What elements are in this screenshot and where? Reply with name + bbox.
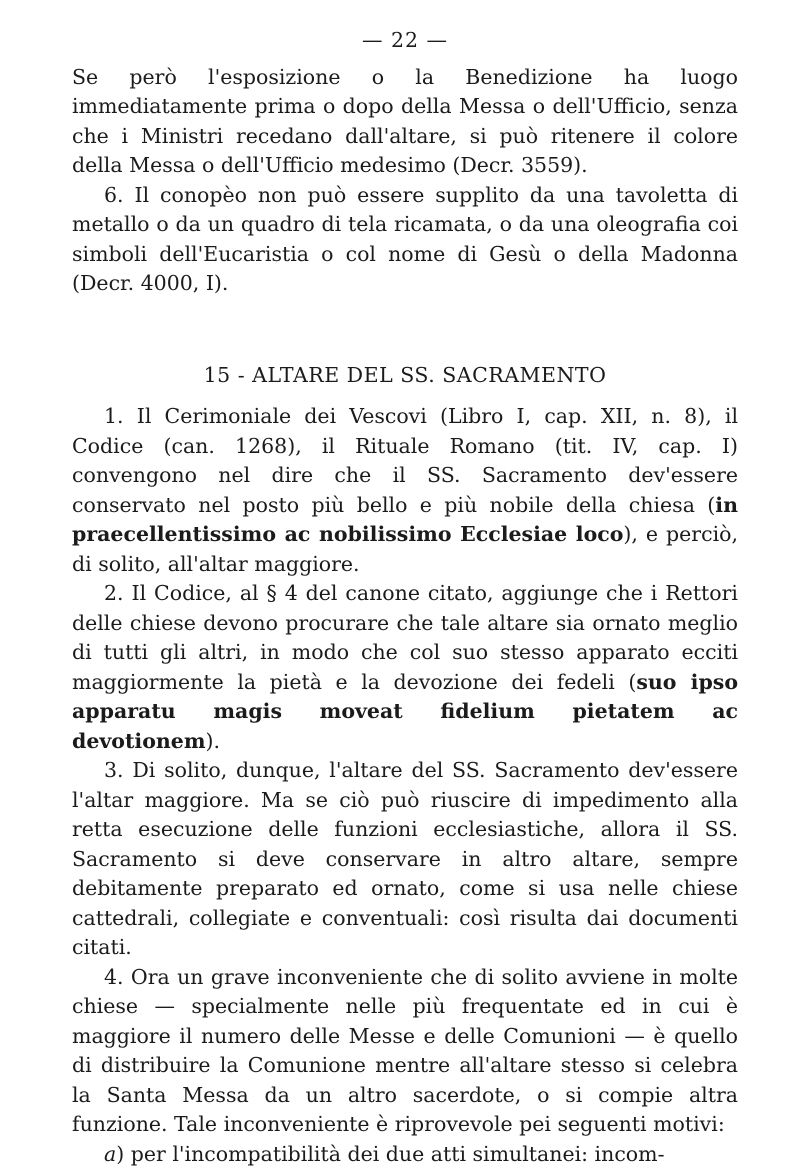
list-letter: a [104,1142,116,1166]
paragraph-1-text-a: 1. Il Cerimoniale dei Vescovi (Libro I, cap. XII, n. 8), il Codice (can. 1268), il Rituale Romano (tit. IV, cap. I) convengono nel dire che il SS. Sacramento dev'essere conservato nel posto più bello e più nobile della chiesa ( [72,404,738,517]
paragraph-2 [72,579,738,756]
paragraph-2-text-a: 2. Il Codice, al § 4 del canone citato, aggiunge che i Rettori delle chiese devono procurare che tale altare sia ornato meglio di tutti gli altri, in modo che col suo stesso apparato ecciti maggiormente la pietà e la devozione dei fedeli ( [72,581,738,694]
paragraph-1 [72,402,738,579]
paragraph-3: 3. Di solito, dunque, l'altare del SS. Sacramento dev'essere l'altar maggiore. Ma se ciò può riuscire di impedimento alla retta esecuzione delle funzioni ecclesiastiche, allora il SS. Sacramento si deve conservare in altro altare, sempre debitamente preparato ed ornato, come si usa nelle chiese cattedrali, collegiate e conventuali: così risulta dai documenti citati. [72,756,738,963]
page-number: — 22 — [72,26,738,56]
paragraph-6: 6. Il conopèo non può essere supplito da una tavoletta di metallo o da un quadro di tela ricamata, o da una oleografia coi simboli dell'Eucaristia o col nome di Gesù o della Madonna (Decr. 4000, I). [72,181,738,299]
paragraph-a-text: ) per l'incompatibilità dei due atti simultanei: incom- [116,1142,664,1166]
paragraph-4: 4. Ora un grave inconveniente che di solito avviene in molte chiese — specialmente nelle più frequentate ed in cui è maggiore il numero delle Messe e delle Comunioni — è quello di distribuire la Comunione mentre all'altare stesso si celebra la Santa Messa da un altro sacerdote, o si compie altra funzione. Tale inconveniente è riprovevole pei seguenti motivi: [72,963,738,1140]
paragraph-continued: Se però l'esposizione o la Benedizione ha luogo immediatamente prima o dopo della Messa o dell'Ufficio, senza che i Ministri recedano dall'altare, si può ritenere il colore della Messa o dell'Ufficio medesimo (Decr. 3559). [72,63,738,181]
paragraph-a [72,1140,738,1169]
latin-quote-2: suo ipso apparatu magis moveat fidelium pietatem ac devotionem [72,670,738,753]
latin-quote-1: in praecellentissimo ac nobilissimo Ecclesiae loco [72,493,738,547]
book-page [72,26,738,1169]
paragraph-1-text-b: ), e perciò, di solito, all'altar maggiore. [72,522,738,576]
section-heading: 15 - ALTARE DEL SS. SACRAMENTO [72,361,738,391]
paragraph-2-text-b: ). [206,729,221,753]
